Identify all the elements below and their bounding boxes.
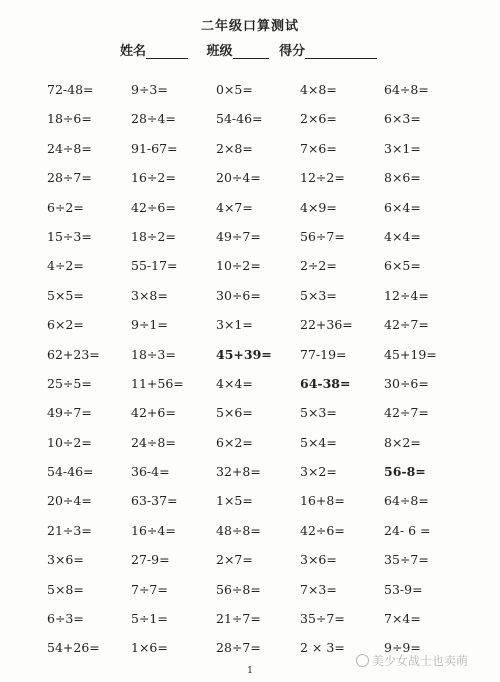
problem-cell: 11+56=	[131, 375, 184, 391]
problem-row	[0, 313, 500, 342]
problem-cell: 18÷6=	[47, 111, 92, 127]
problem-cell: 7×3=	[300, 581, 337, 597]
problem-cell: 64-38=	[300, 375, 351, 391]
problem-cell: 56-8=	[384, 464, 426, 480]
problem-cell: 54-46=	[47, 464, 94, 480]
class-label: 班级	[206, 44, 233, 59]
problem-cell: 3×6=	[300, 552, 337, 568]
problem-cell: 27-9=	[131, 552, 170, 568]
problem-cell: 55-17=	[131, 258, 178, 274]
problem-cell: 2 × 3=	[300, 640, 345, 656]
problem-cell: 6÷2=	[47, 199, 84, 215]
problem-cell: 2×8=	[216, 140, 253, 156]
problem-row	[0, 489, 500, 518]
problem-cell: 3×1=	[384, 140, 421, 156]
problem-cell: 24- 6 =	[384, 522, 431, 538]
problem-cell: 25÷5=	[47, 375, 92, 391]
problem-cell: 63-37=	[131, 493, 178, 509]
problem-cell: 4×8=	[300, 82, 337, 97]
problem-cell: 42÷7=	[384, 405, 429, 421]
problem-cell: 10÷2=	[47, 434, 92, 450]
problem-cell: 5÷1=	[131, 611, 168, 627]
problem-cell: 42÷7=	[384, 317, 429, 333]
problem-row	[0, 137, 500, 166]
problem-row	[0, 401, 500, 430]
problem-row	[0, 578, 500, 607]
problem-cell: 53-9=	[384, 581, 423, 597]
problem-cell: 49÷7=	[216, 228, 261, 244]
problem-row	[0, 607, 500, 636]
problem-row	[0, 196, 500, 225]
problem-cell: 9÷1=	[131, 317, 168, 333]
problem-cell: 91-67=	[131, 140, 178, 156]
problem-cell: 3×6=	[47, 552, 84, 568]
problem-cell: 32+8=	[216, 464, 261, 480]
problem-row	[0, 225, 500, 254]
problem-cell: 7×6=	[300, 140, 337, 156]
problem-cell: 20÷4=	[216, 170, 261, 186]
problem-cell: 28÷7=	[216, 640, 261, 656]
problem-cell: 5×3=	[300, 405, 337, 421]
problem-cell: 10÷2=	[216, 258, 261, 274]
problem-cell: 3×1=	[216, 317, 253, 333]
problem-row	[0, 519, 500, 548]
problem-cell: 36-4=	[131, 464, 170, 480]
problem-cell: 12÷2=	[300, 170, 345, 186]
problem-cell: 42÷6=	[300, 522, 345, 538]
problem-cell: 5×3=	[300, 287, 337, 303]
problem-cell: 56÷8=	[216, 581, 261, 597]
problem-row	[0, 78, 500, 107]
problem-cell: 2×7=	[216, 552, 253, 568]
problem-cell: 18÷3=	[131, 346, 176, 362]
page-number: 1	[247, 666, 253, 676]
problem-cell: 3×8=	[131, 287, 168, 303]
problem-cell: 35÷7=	[384, 552, 429, 568]
problem-cell: 7÷7=	[131, 581, 168, 597]
problem-cell: 6×5=	[384, 258, 421, 274]
problem-cell: 2÷2=	[300, 258, 337, 274]
problem-cell: 6×2=	[216, 434, 253, 450]
problem-cell: 28÷7=	[47, 170, 92, 186]
problem-cell: 62+23=	[47, 346, 100, 362]
problem-row	[0, 254, 500, 283]
problem-cell: 5×5=	[47, 287, 84, 303]
problem-cell: 16÷2=	[131, 170, 176, 186]
problem-cell: 6×3=	[384, 111, 421, 127]
problem-row	[0, 460, 500, 489]
problem-cell: 4×7=	[216, 199, 253, 215]
problem-cell: 3×2=	[300, 464, 337, 480]
problem-cell: 6×4=	[384, 199, 421, 215]
problem-cell: 4×4=	[384, 228, 421, 244]
problem-cell: 1×6=	[131, 640, 168, 656]
problem-grid	[0, 78, 500, 666]
problem-cell: 35÷7=	[300, 611, 345, 627]
problem-cell: 18÷2=	[131, 228, 176, 244]
name-label: 姓名	[120, 44, 147, 59]
problem-cell: 54+26=	[47, 640, 100, 656]
class-blank	[233, 44, 269, 59]
problem-cell: 45+19=	[384, 346, 437, 362]
problem-cell: 30÷6=	[216, 287, 261, 303]
problem-cell: 9÷9=	[384, 640, 421, 656]
problem-row	[0, 431, 500, 460]
problem-cell: 4÷2=	[47, 258, 84, 274]
problem-cell: 24÷8=	[131, 434, 176, 450]
problem-cell: 7×4=	[384, 611, 421, 627]
problem-cell: 16+8=	[300, 493, 345, 509]
name-blank	[146, 44, 188, 59]
problem-row	[0, 548, 500, 577]
problem-cell: 16÷4=	[131, 522, 176, 538]
problem-cell: 4×4=	[216, 375, 253, 391]
problem-cell: 5×6=	[216, 405, 253, 421]
problem-cell: 28÷4=	[131, 111, 176, 127]
problem-row	[0, 372, 500, 401]
problem-cell: 9÷3=	[131, 82, 168, 97]
problem-cell: 4×9=	[300, 199, 337, 215]
problem-cell: 6×2=	[47, 317, 84, 333]
page-title: 二年级口算测试	[200, 19, 299, 34]
problem-cell: 45+39=	[216, 346, 272, 362]
problem-cell: 2×6=	[300, 111, 337, 127]
watermark	[356, 652, 468, 669]
problem-cell: 8×6=	[384, 170, 421, 186]
problem-cell: 54-46=	[216, 111, 263, 127]
problem-cell: 6÷3=	[47, 611, 84, 627]
problem-cell: 42÷6=	[131, 199, 176, 215]
problem-cell: 48÷8=	[216, 522, 261, 538]
problem-row	[0, 343, 500, 372]
problem-cell: 20÷4=	[47, 493, 92, 509]
problem-cell: 22+36=	[300, 317, 353, 333]
score-label: 得分	[279, 44, 306, 59]
problem-cell: 21÷7=	[216, 611, 261, 627]
problem-cell: 72-48=	[47, 82, 94, 97]
watermark-logo-icon	[356, 654, 369, 667]
problem-cell: 49÷7=	[47, 405, 92, 421]
problem-cell: 8×2=	[384, 434, 421, 450]
score-blank	[305, 44, 377, 59]
problem-cell: 64÷8=	[384, 493, 429, 509]
problem-row	[0, 107, 500, 136]
problem-cell: 15÷3=	[47, 228, 92, 244]
problem-cell: 12÷4=	[384, 287, 429, 303]
student-info-row	[120, 40, 390, 59]
problem-cell: 30÷6=	[384, 375, 429, 391]
problem-cell: 1×5=	[216, 493, 253, 509]
problem-cell: 24÷8=	[47, 140, 92, 156]
problem-row	[0, 166, 500, 195]
problem-cell: 42+6=	[131, 405, 176, 421]
problem-cell: 77-19=	[300, 346, 347, 362]
problem-cell: 56÷7=	[300, 228, 345, 244]
problem-cell: 5×8=	[47, 581, 84, 597]
watermark-text: 美少女战士也卖萌	[372, 654, 469, 668]
problem-row	[0, 284, 500, 313]
problem-cell: 0×5=	[216, 82, 253, 97]
problem-cell: 21÷3=	[47, 522, 92, 538]
problem-cell: 64÷8=	[384, 82, 429, 97]
problem-cell: 5×4=	[300, 434, 337, 450]
